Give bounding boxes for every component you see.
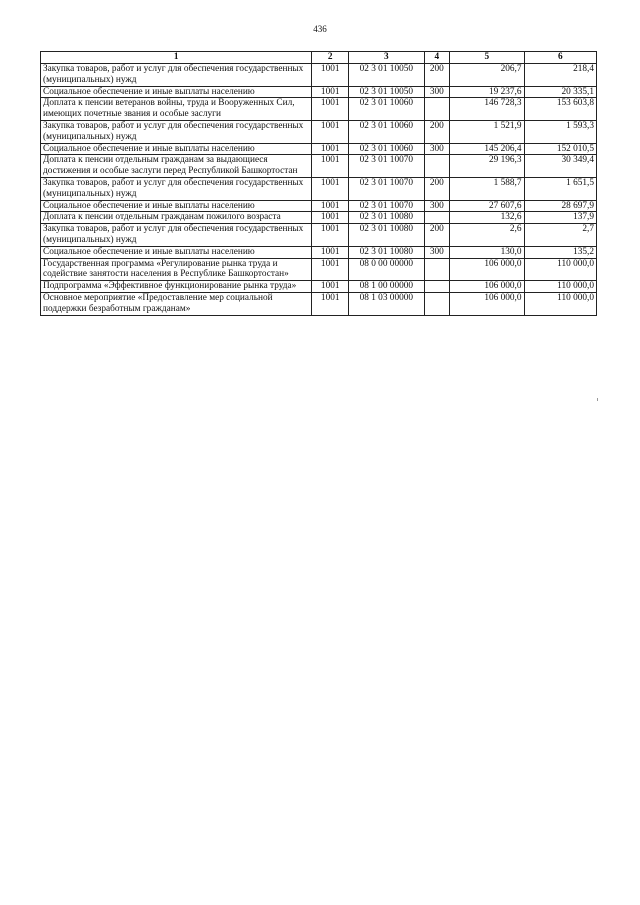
table-row xyxy=(41,64,597,87)
row-name: Социальное обеспечение и иные выплаты населению xyxy=(41,200,312,212)
row-value-2021: 1 593,3 xyxy=(524,120,596,143)
table-row xyxy=(41,177,597,200)
scan-speck xyxy=(597,398,598,401)
row-name: Доплата к пенсии отдельным гражданам за выдающиеся достижения и особые заслуги перед Республикой Башкортостан xyxy=(41,155,312,178)
row-name: Закупка товаров, работ и услуг для обеспечения государственных (муниципальных) нужд xyxy=(41,224,312,247)
row-name: Социальное обеспечение и иные выплаты населению xyxy=(41,143,312,155)
row-article: 02 3 01 10080 xyxy=(349,212,424,224)
row-value-2021: 135,2 xyxy=(524,246,596,258)
header-col-5: 5 xyxy=(450,52,524,64)
row-value-2021: 28 697,9 xyxy=(524,200,596,212)
row-name: Социальное обеспечение и иные выплаты населению xyxy=(41,86,312,98)
row-value-2021: 30 349,4 xyxy=(524,155,596,178)
table-row xyxy=(41,224,597,247)
row-value-2020: 146 728,3 xyxy=(450,98,524,121)
row-section: 1001 xyxy=(312,120,349,143)
page-number: 436 xyxy=(313,24,327,34)
row-article: 02 3 01 10050 xyxy=(349,86,424,98)
row-name: Доплата к пенсии отдельным гражданам пожилого возраста xyxy=(41,212,312,224)
row-section: 1001 xyxy=(312,177,349,200)
row-type xyxy=(424,212,450,224)
row-type xyxy=(424,258,450,281)
table-row xyxy=(41,292,597,315)
table-row xyxy=(41,200,597,212)
row-value-2020: 19 237,6 xyxy=(450,86,524,98)
row-value-2020: 145 206,4 xyxy=(450,143,524,155)
row-article: 02 3 01 10060 xyxy=(349,120,424,143)
row-section: 1001 xyxy=(312,98,349,121)
table-row xyxy=(41,246,597,258)
row-article: 08 0 00 00000 xyxy=(349,258,424,281)
row-value-2020: 106 000,0 xyxy=(450,258,524,281)
row-value-2020: 106 000,0 xyxy=(450,292,524,315)
row-article: 02 3 01 10060 xyxy=(349,98,424,121)
row-section: 1001 xyxy=(312,258,349,281)
row-article: 08 1 00 00000 xyxy=(349,281,424,293)
table-row xyxy=(41,98,597,121)
header-col-3: 3 xyxy=(349,52,424,64)
row-value-2020: 29 196,3 xyxy=(450,155,524,178)
row-article: 02 3 01 10080 xyxy=(349,246,424,258)
row-name: Основное мероприятие «Предоставление мер социальной поддержки безработным гражданам» xyxy=(41,292,312,315)
row-article: 02 3 01 10050 xyxy=(349,64,424,87)
row-value-2020: 1 521,9 xyxy=(450,120,524,143)
row-article: 02 3 01 10070 xyxy=(349,177,424,200)
row-article: 08 1 03 00000 xyxy=(349,292,424,315)
row-section: 1001 xyxy=(312,212,349,224)
table-row xyxy=(41,155,597,178)
row-section: 1001 xyxy=(312,246,349,258)
header-col-2: 2 xyxy=(312,52,349,64)
row-value-2021: 110 000,0 xyxy=(524,258,596,281)
row-section: 1001 xyxy=(312,224,349,247)
table-row xyxy=(41,86,597,98)
row-value-2021: 1 651,5 xyxy=(524,177,596,200)
row-type: 300 xyxy=(424,86,450,98)
table-row xyxy=(41,120,597,143)
row-value-2020: 2,6 xyxy=(450,224,524,247)
row-type: 200 xyxy=(424,64,450,87)
row-value-2021: 137,9 xyxy=(524,212,596,224)
row-type xyxy=(424,98,450,121)
table-row xyxy=(41,258,597,281)
table-row xyxy=(41,212,597,224)
table-row xyxy=(41,143,597,155)
row-section: 1001 xyxy=(312,64,349,87)
row-value-2020: 132,6 xyxy=(450,212,524,224)
row-name: Закупка товаров, работ и услуг для обеспечения государственных (муниципальных) нужд xyxy=(41,177,312,200)
row-value-2020: 27 607,6 xyxy=(450,200,524,212)
row-article: 02 3 01 10070 xyxy=(349,200,424,212)
row-value-2021: 110 000,0 xyxy=(524,281,596,293)
row-article: 02 3 01 10070 xyxy=(349,155,424,178)
row-type: 200 xyxy=(424,177,450,200)
row-type: 300 xyxy=(424,246,450,258)
row-type xyxy=(424,281,450,293)
row-name: Подпрограмма «Эффективное функционирование рынка труда» xyxy=(41,281,312,293)
row-article: 02 3 01 10080 xyxy=(349,224,424,247)
row-name: Социальное обеспечение и иные выплаты населению xyxy=(41,246,312,258)
header-row xyxy=(41,52,597,64)
row-type: 300 xyxy=(424,200,450,212)
row-value-2021: 152 010,5 xyxy=(524,143,596,155)
header-col-4: 4 xyxy=(424,52,450,64)
row-section: 1001 xyxy=(312,155,349,178)
row-name: Закупка товаров, работ и услуг для обеспечения государственных (муниципальных) нужд xyxy=(41,64,312,87)
row-name: Доплата к пенсии ветеранов войны, труда и Вооруженных Сил, имеющих почетные звания и особые заслуги xyxy=(41,98,312,121)
row-name: Закупка товаров, работ и услуг для обеспечения государственных (муниципальных) нужд xyxy=(41,120,312,143)
row-type xyxy=(424,292,450,315)
row-value-2020: 206,7 xyxy=(450,64,524,87)
table-body xyxy=(41,64,597,316)
row-section: 1001 xyxy=(312,281,349,293)
table-row xyxy=(41,281,597,293)
row-value-2021: 218,4 xyxy=(524,64,596,87)
row-value-2021: 110 000,0 xyxy=(524,292,596,315)
row-section: 1001 xyxy=(312,200,349,212)
row-section: 1001 xyxy=(312,292,349,315)
row-value-2020: 106 000,0 xyxy=(450,281,524,293)
row-value-2021: 2,7 xyxy=(524,224,596,247)
row-value-2021: 20 335,1 xyxy=(524,86,596,98)
header-col-6: 6 xyxy=(524,52,596,64)
row-value-2020: 1 588,7 xyxy=(450,177,524,200)
budget-table xyxy=(40,51,597,316)
row-value-2020: 130,0 xyxy=(450,246,524,258)
row-type: 200 xyxy=(424,224,450,247)
row-type: 200 xyxy=(424,120,450,143)
row-type xyxy=(424,155,450,178)
row-article: 02 3 01 10060 xyxy=(349,143,424,155)
row-section: 1001 xyxy=(312,143,349,155)
header-col-1: 1 xyxy=(41,52,312,64)
row-section: 1001 xyxy=(312,86,349,98)
row-type: 300 xyxy=(424,143,450,155)
row-value-2021: 153 603,8 xyxy=(524,98,596,121)
row-name: Государственная программа «Регулирование рынка труда и содействие занятости населения в Республике Башкортостан» xyxy=(41,258,312,281)
